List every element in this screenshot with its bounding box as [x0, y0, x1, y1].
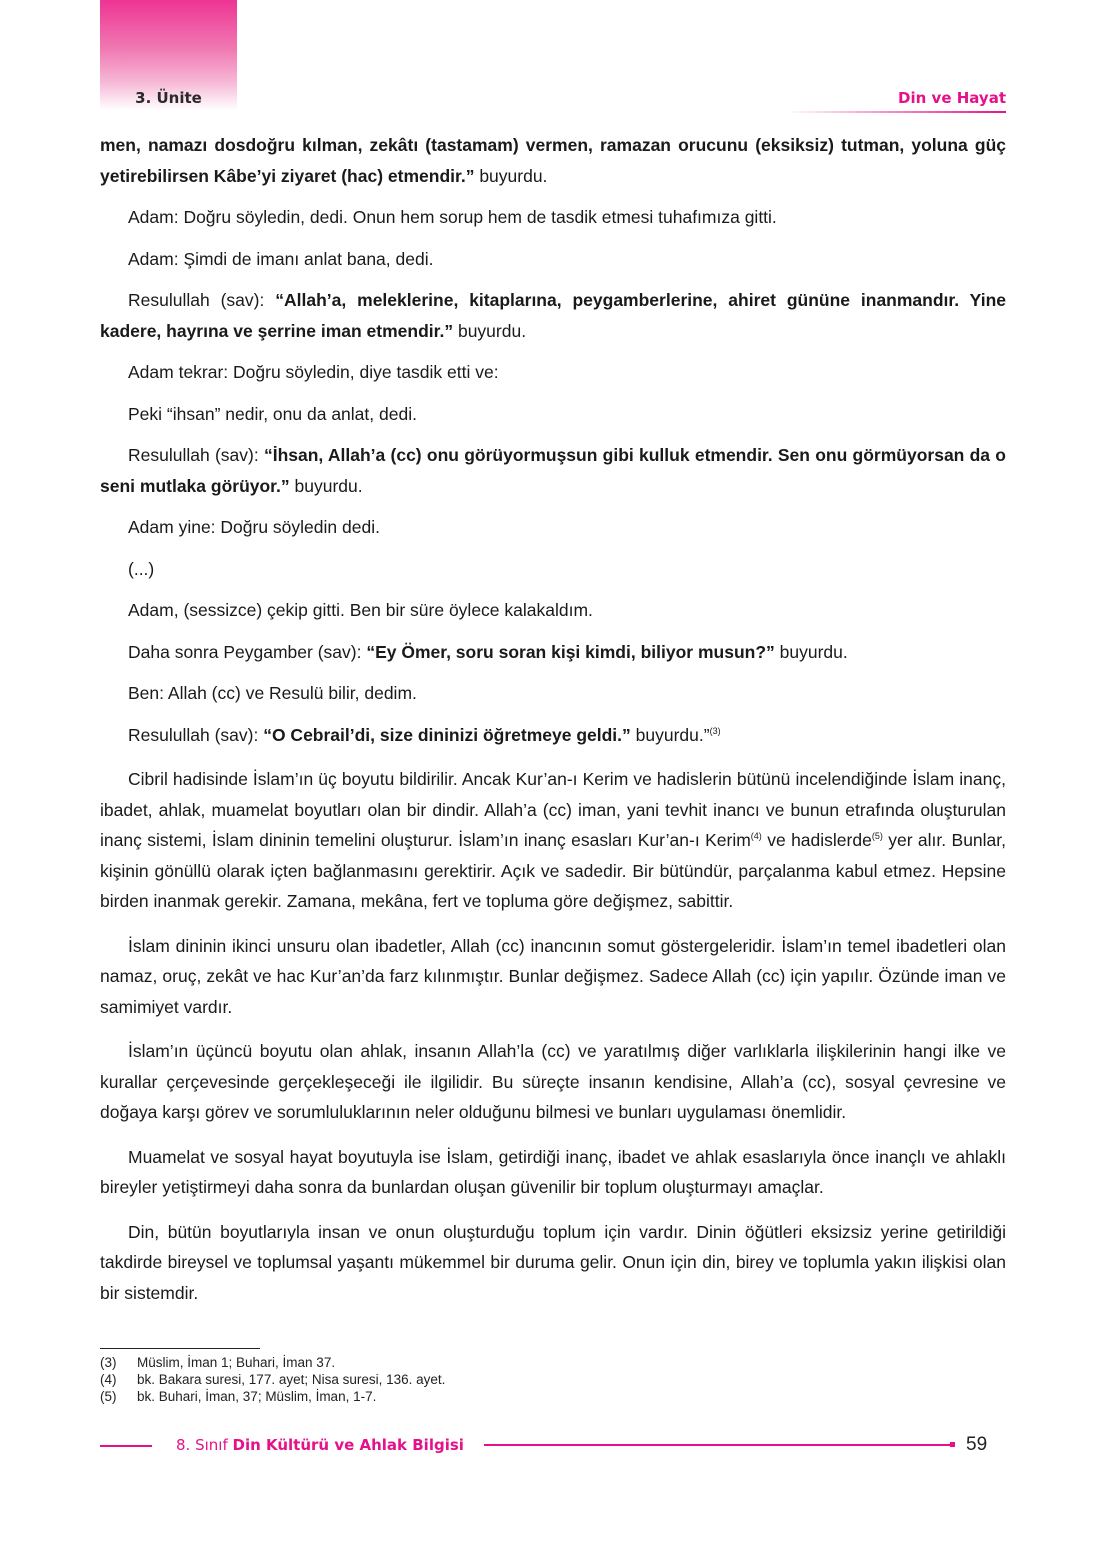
- dialogue-line: Adam yine: Doğru söyledin dedi.: [128, 517, 380, 537]
- page-body: [100, 130, 1006, 1319]
- paragraph: Cibril hadisinde İslam’ın üç boyutu bildirilir. Ancak Kur’an-ı Kerim ve hadislerin bütünü incelendiğinde İslam inanç, ibadet, ahlak, muamelat boyutları olan bir dindir. Allah’a (cc) iman, yani tevhit inancı ve bunun etrafında oluşturulan inanç sistemi, İslam dininin temelini oluşturur. İslam’ın inanç esasları Kur’an-ı Kerim$^{(4)}$ ve hadislerde$^{(5)}$ yer alır. Bunlar, kişinin gönüllü olarak içten bağlanmasını gerektirir. Açık ve sadedir. Bir bütündür, parçalanma kabul etmez. Hepsine birden inanmak gerekir. Zamana, mekâna, fert ve topluma göre değişmez, sabittir.: [100, 769, 1007, 911]
- paragraph: Din, bütün boyutlarıyla insan ve onun oluşturduğu toplum için vardır. Dinin öğütleri eksizsiz yerine getirildiği takdirde bireysel ve toplumsal yaşantı mükemmel bir duruma gelir. Onun için din, birey ve toplumla yakın ilişkisi olan bir sistemdir.: [100, 1221, 1006, 1303]
- section-underline: [786, 111, 1006, 113]
- footnote: (5) bk. Buhari, İman, 37; Müslim, İman, 1-7.: [100, 1389, 377, 1404]
- footnote-divider: [100, 1348, 260, 1349]
- dialogue-line: Resulullah (sav): “Allah’a, meleklerine, kitaplarına, peygamberlerine, ahiret gününe inanmandır. Yine kadere, hayrına ve şerrine iman etmendir.” buyurdu.: [100, 290, 1006, 341]
- dialogue-line: Adam, (sessizce) çekip gitti. Ben bir süre öylece kalakaldım.: [128, 600, 593, 620]
- ellipsis-line: (...): [128, 558, 155, 579]
- dialogue-line: Ben: Allah (cc) ve Resulü bilir, dedim.: [128, 683, 417, 703]
- unit-label: 3. Ünite: [135, 89, 202, 107]
- paragraph: Muamelat ve sosyal hayat boyutuyla ise İslam, getirdiği inanç, ibadet ve ahlak esaslarıyla önce inançlı ve ahlaklı bireyler yetiştirmeyi daha sonra da bunlardan oluşan güvenilir bir toplum oluşturmayı amaçlar.: [100, 1146, 1006, 1197]
- dialogue-line: Adam: Şimdi de imanı anlat bana, dedi.: [128, 248, 434, 269]
- footnote-ref: (3): [709, 725, 721, 736]
- dialogue-line: Resulullah (sav): “O Cebrail’di, size dininizi öğretmeye geldi.” buyurdu.”$^{(3)}$: [128, 724, 721, 745]
- paragraph: men, namazı dosdoğru kılman, zekâtı (tastamam) vermen, ramazan orucunu (eksiksiz) tutman, yoluna güç yetirebilirsen Kâbe’yi ziyaret (hac) etmendir.” buyurdu.: [100, 135, 1006, 186]
- paragraph: İslam’ın üçüncü boyutu olan ahlak, insanın Allah’la (cc) ve yaratılmış diğer varlıklarla ilişkilerinin hangi ilke ve kurallar çerçevesinde gerçekleşeceği ile ilgilidir. Bu süreçte insanın kendisine, Allah’a (cc), sosyal çevresine ve doğaya karşı görev ve sorumluluklarının neler olduğunu bilmesi ve bunları uygulaması önemlidir.: [100, 1041, 1006, 1122]
- footer-rule-endpoint: [950, 1442, 955, 1447]
- footer-book-title: 8. Sınıf Din Kültürü ve Ahlak Bilgisi: [176, 1436, 464, 1454]
- dialogue-line: Resulullah (sav): “İhsan, Allah’a (cc) onu görüyormuşsun gibi kulluk etmendir. Sen onu görmüyorsan da o seni mutlaka görüyor.” buyurdu.: [100, 445, 1006, 496]
- dialogue-line: Adam: Doğru söyledin, dedi. Onun hem sorup hem de tasdik etmesi tuhafımıza gitti.: [128, 207, 777, 227]
- footnotes: [100, 1354, 445, 1405]
- dialogue-line: Daha sonra Peygamber (sav): “Ey Ömer, soru soran kişi kimdi, biliyor musun?” buyurdu.: [128, 641, 848, 662]
- footnote: (3) Müslim, İman 1; Buhari, İman 37.: [100, 1355, 336, 1370]
- paragraph: İslam dininin ikinci unsuru olan ibadetler, Allah (cc) inancının somut göstergeleridir. İslam’ın temel ibadetleri olan namaz, oruç, zekât ve hac Kur’an’da farz kılınmıştır. Bunlar değişmez. Sadece Allah (cc) için yapılır. Özünde iman ve samimiyet vardır.: [100, 935, 1006, 1017]
- footnote-ref: (5): [871, 831, 883, 841]
- footer-right-rule: [484, 1444, 950, 1446]
- footnote-ref: (4): [750, 831, 762, 841]
- section-title: Din ve Hayat: [898, 89, 1006, 107]
- page-number: 59: [966, 1434, 988, 1455]
- dialogue-line: Adam tekrar: Doğru söyledin, diye tasdik etti ve:: [128, 362, 499, 382]
- footnote: (4) bk. Bakara suresi, 177. ayet; Nisa suresi, 136. ayet.: [100, 1372, 446, 1387]
- dialogue-line: Peki “ihsan” nedir, onu da anlat, dedi.: [128, 403, 417, 424]
- footer-left-rule: [100, 1445, 152, 1447]
